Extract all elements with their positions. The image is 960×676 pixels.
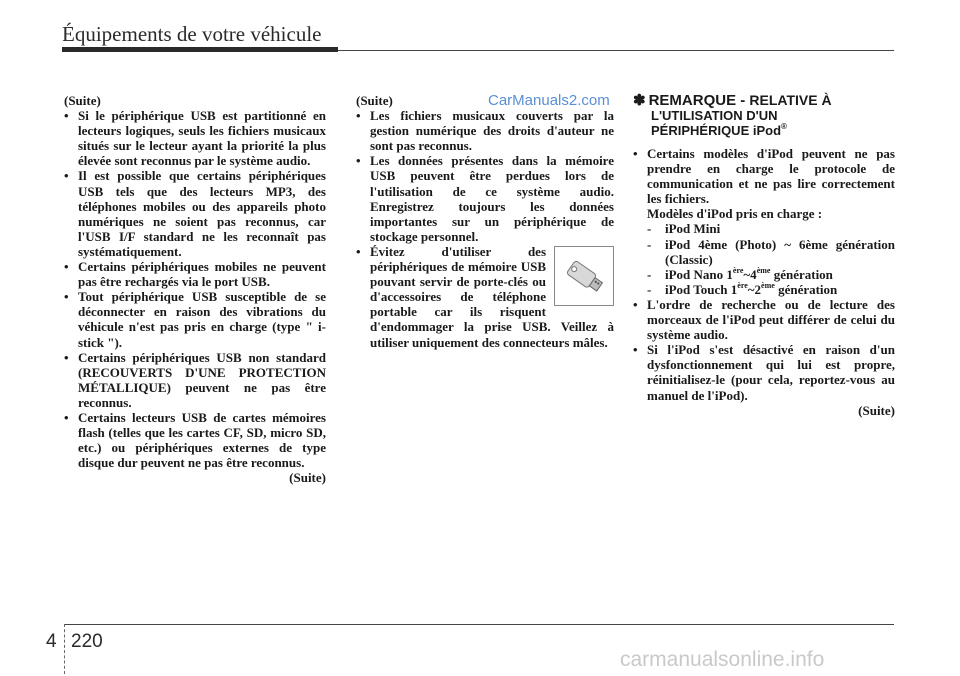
list-item: • Certains périphériques mobiles ne peuvent pas être rechargés via le port USB. [64, 259, 326, 289]
watermark-text: CarManuals2.com [488, 92, 610, 109]
header-rule [338, 50, 894, 51]
list-item: • Certains périphériques USB non standard (RECOUVERTS D'UNE PROTECTION MÉTALLIQUE) peuvent ne pas être reconnus. [64, 350, 326, 410]
footer-divider [64, 624, 65, 674]
site-watermark: carmanualsonline.info [620, 648, 825, 671]
remark-heading-line: L'UTILISATION D'UN [651, 108, 778, 123]
list-item: • Évitez d'utiliser des périphériques de mémoire USB pouvant servir de porte-clés ou d'accessoires de téléphone portable car ils risquent d'endommager la prise USB. Veillez à utiliser uniquement des connecteurs mâles. [356, 244, 614, 350]
dash-mark: - [647, 281, 652, 297]
ordinal-sup: ème [761, 280, 775, 290]
list-item: • Les données présentes dans la mémoire USB peuvent être perdues lors de l'utilisation de ce système audio. Enregistrez toujours les données importantes sur un périphérique de stockage personnel. [356, 153, 614, 244]
list-item: • Certains lecteurs USB de cartes mémoires flash (telles que les cartes CF, SD, micro SD, etc.) ou périphériques externes de type disque dur peuvent ne pas être reconnus. [64, 410, 326, 470]
registered-mark: ® [781, 122, 787, 131]
header-bar [62, 47, 338, 52]
asterisk-icon: ✽ [633, 92, 646, 109]
model-text: génération [770, 266, 833, 282]
dash-mark: - [647, 266, 652, 282]
suite-label: (Suite) [356, 93, 393, 108]
ordinal-sup: ère [732, 265, 744, 275]
model-text: génération [774, 281, 838, 297]
model-item [647, 237, 895, 267]
model-text: iPod Nano 1 [665, 266, 733, 282]
list-item: • L'ordre de recherche ou de lecture des morceaux de l'iPod peut différer de celui du système audio. [633, 297, 895, 342]
list-item: • Si le périphérique USB est partitionné en lecteurs logiques, seuls les fichiers musicaux situés sur le lecteur ayant la priorité la plus élevée sont reconnus par le système audio. [64, 108, 326, 168]
list-item: • Si l'iPod s'est désactivé en raison d'un dysfonctionnement qui lui est propre, réinitialisez-le (pour cela, reportez-vous au manuel de l'iPod). [633, 342, 895, 402]
model-text: ~2 [747, 281, 762, 297]
suite-label-end: (Suite) [289, 470, 326, 486]
dash-mark: - [647, 236, 652, 252]
suite-label: (Suite) [64, 93, 101, 108]
ordinal-sup: ème [756, 265, 771, 275]
column-3 [633, 93, 895, 418]
ordinal-sup: ère [737, 280, 748, 290]
column-2 [356, 93, 614, 350]
suite-label-end: (Suite) [858, 402, 895, 418]
page-number: 220 [71, 631, 103, 652]
list-item: • Il est possible que certains périphériques USB tels que des lecteurs MP3, des téléphones mobiles ou des appareils photo numériques ne soient pas reconnus, car l'USB I/F standard ne les reconnaît pas systématiquement. [64, 168, 326, 259]
remark-heading-part: RELATIVE À [749, 92, 832, 108]
model-item [647, 267, 895, 282]
model-text: iPod 4ème (Photo) ~ 6ème génération (Classic) [665, 236, 895, 267]
model-text: iPod Touch 1 [665, 281, 738, 297]
model-item [647, 221, 895, 236]
list-item: • Tout périphérique USB susceptible de se déconnecter en raison des vibrations du véhicule n'est pas pris en charge (type " i-stick "). [64, 289, 326, 349]
list-item-text: Certains modèles d'iPod peuvent ne pas prendre en charge le protocole de communication et ne pas lire correctement les fichiers. [647, 146, 895, 207]
models-intro: Modèles d'iPod pris en charge : [647, 206, 823, 222]
chapter-number: 4 [46, 631, 57, 652]
model-item [647, 282, 895, 297]
page-header-title: Équipements de votre véhicule [62, 22, 322, 46]
model-text: iPod Mini [665, 221, 721, 237]
model-text: ~4 [743, 266, 757, 282]
remark-heading [633, 93, 895, 138]
column-1 [64, 93, 326, 485]
footer-rule [64, 624, 894, 625]
remark-heading-line: PÉRIPHÉRIQUE iPod [651, 123, 782, 138]
dash-mark: - [647, 221, 652, 237]
remark-heading-part: REMARQUE - [648, 92, 750, 109]
list-item [633, 146, 895, 297]
list-item: • Les fichiers musicaux couverts par la gestion numérique des droits d'auteur ne sont pas reconnus. [356, 108, 614, 153]
